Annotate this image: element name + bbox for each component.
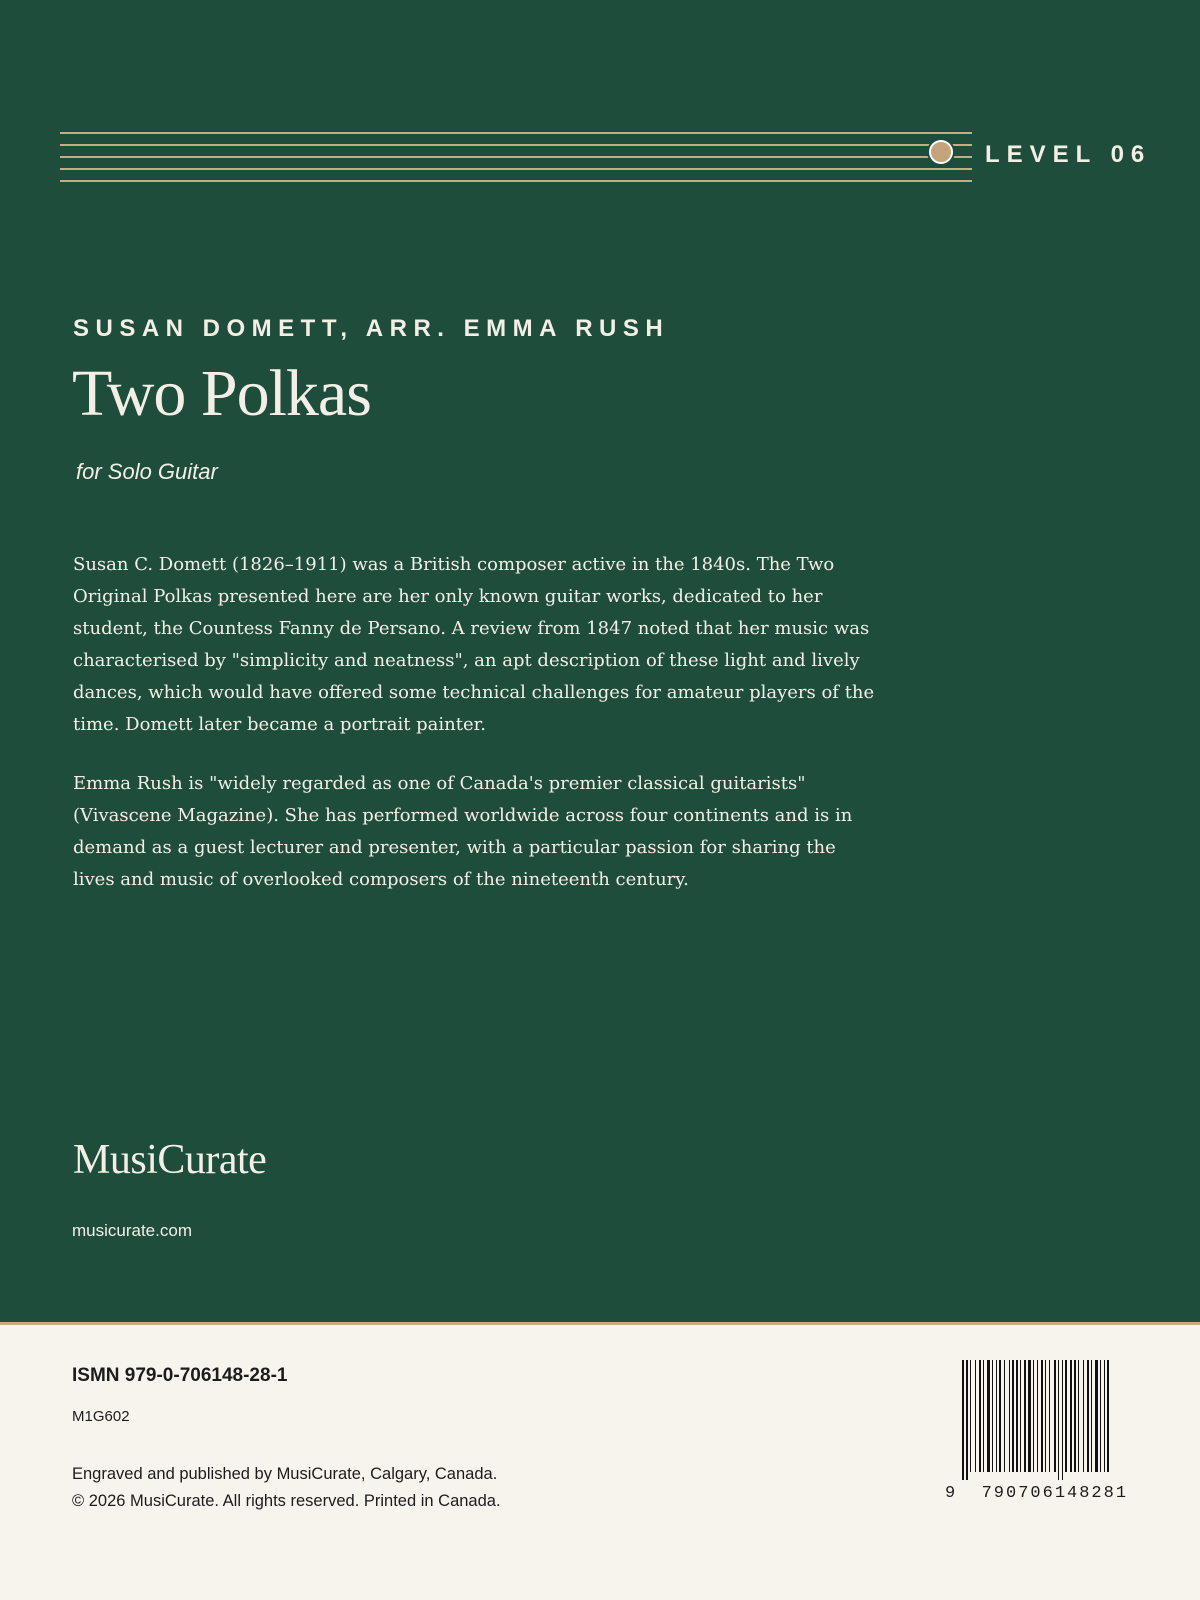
imprint-line-copyright: © 2026 MusiCurate. All rights reserved. Printed in Canada.	[72, 1492, 501, 1510]
book-title: Two Polkas	[72, 357, 371, 430]
publisher-logo	[73, 1136, 266, 1184]
book-subtitle: for Solo Guitar	[76, 459, 218, 484]
barcode-digits: 9 790706148281	[945, 1484, 1129, 1503]
barcode-icon	[962, 1360, 1114, 1480]
publisher-website[interactable]: musicurate.com	[72, 1221, 192, 1240]
note-icon	[929, 140, 953, 164]
description-paragraph-composer: Susan C. Domett (1826–1911) was a British composer active in the 1840s. The Two Original Polkas presented here are her only known guitar works, dedicated to her student, the Countess Fanny de Persano. A review from 1847 noted that her music was characterised by "simplicity and neatness", an apt description of these light and lively dances, which would have offered some technical challenges for amateur players of the time. Domett later became a portrait painter.	[73, 554, 875, 735]
description-paragraph-arranger: Emma Rush is "widely regarded as one of Canada's premier classical guitarists" (Vivascene Magazine). She has performed worldwide across four continents and is in demand as a guest lecturer and presenter, with a particular passion for sharing the lives and music of overlooked composers of the nineteenth century.	[73, 773, 853, 890]
publisher-logo-text: MusiCurate	[73, 1137, 267, 1183]
composer-line: SUSAN DOMETT, ARR. EMMA RUSH	[73, 315, 670, 342]
staff-lines-decoration	[60, 132, 972, 186]
imprint	[72, 1461, 501, 1515]
ismn-number: ISMN 979-0-706148-28-1	[72, 1365, 288, 1386]
level-label: LEVEL 06	[985, 141, 1152, 168]
product-code: M1G602	[72, 1408, 130, 1425]
imprint-line-published: Engraved and published by MusiCurate, Calgary, Canada.	[72, 1465, 498, 1483]
description	[73, 549, 883, 923]
